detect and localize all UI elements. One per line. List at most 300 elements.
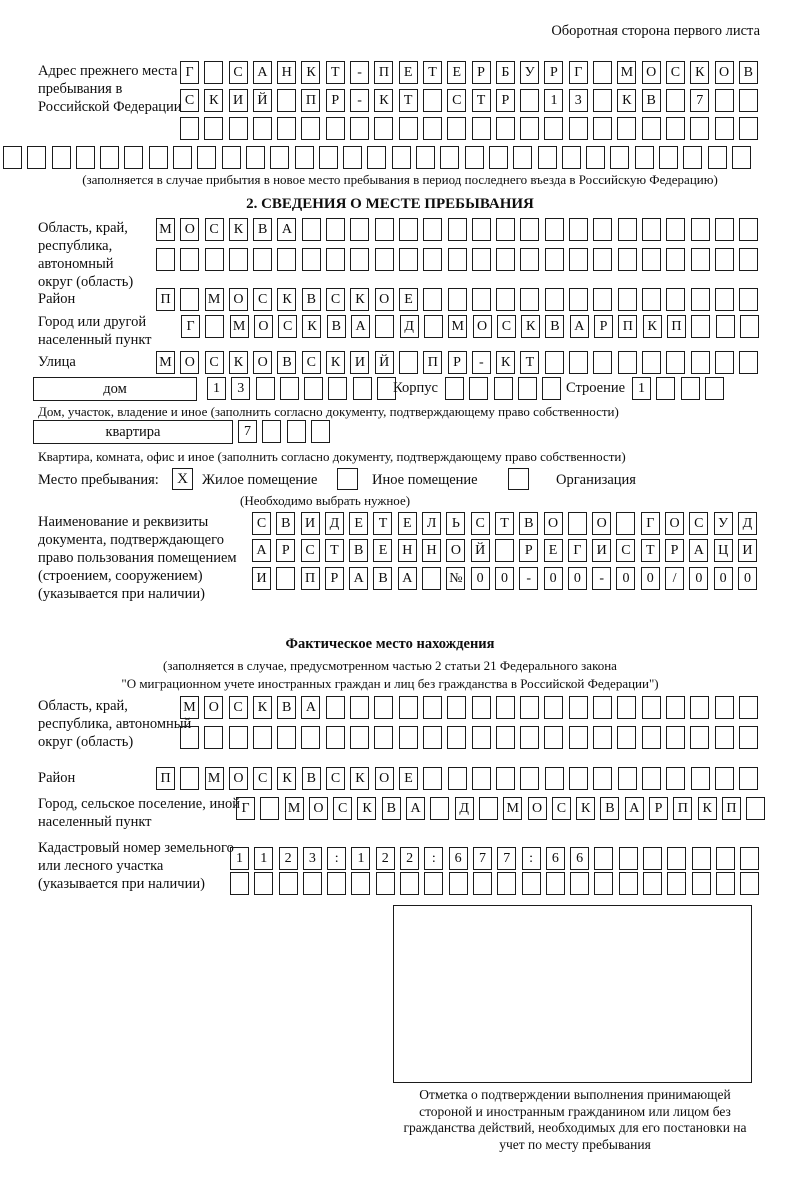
char-cell[interactable] (416, 146, 435, 169)
char-cell[interactable]: С (180, 89, 199, 112)
actual-region-row-2[interactable] (180, 726, 758, 749)
char-cell[interactable] (666, 767, 685, 790)
char-cell[interactable]: К (576, 797, 595, 820)
char-cell[interactable] (3, 146, 22, 169)
char-cell[interactable] (708, 146, 727, 169)
char-cell[interactable]: О (309, 797, 328, 820)
char-cell[interactable] (681, 377, 700, 400)
char-cell[interactable]: К (350, 288, 369, 311)
char-cell[interactable]: 3 (569, 89, 588, 112)
char-cell[interactable] (447, 117, 466, 140)
char-cell[interactable] (691, 351, 710, 374)
char-cell[interactable] (715, 726, 734, 749)
char-cell[interactable] (618, 288, 637, 311)
char-cell[interactable] (545, 351, 564, 374)
char-cell[interactable] (76, 146, 95, 169)
char-cell[interactable] (617, 726, 636, 749)
char-cell[interactable] (469, 377, 488, 400)
char-cell[interactable]: У (520, 61, 539, 84)
char-cell[interactable] (262, 420, 281, 443)
char-cell[interactable]: Л (422, 512, 441, 535)
char-cell[interactable] (399, 248, 418, 271)
char-cell[interactable] (594, 872, 613, 895)
char-cell[interactable] (544, 726, 563, 749)
char-cell[interactable] (593, 218, 612, 241)
char-cell[interactable]: Д (455, 797, 474, 820)
char-cell[interactable]: О (254, 315, 273, 338)
char-cell[interactable]: К (698, 797, 717, 820)
char-cell[interactable]: В (519, 512, 538, 535)
char-cell[interactable] (302, 218, 321, 241)
char-cell[interactable] (739, 696, 758, 719)
char-cell[interactable] (375, 315, 394, 338)
char-cell[interactable] (399, 351, 418, 374)
char-cell[interactable] (100, 146, 119, 169)
char-cell[interactable]: 0 (689, 567, 708, 590)
char-cell[interactable] (392, 146, 411, 169)
char-cell[interactable] (593, 351, 612, 374)
char-cell[interactable]: М (617, 61, 636, 84)
char-cell[interactable] (295, 146, 314, 169)
char-cell[interactable] (666, 288, 685, 311)
char-cell[interactable] (740, 847, 759, 870)
char-cell[interactable] (423, 248, 442, 271)
char-cell[interactable] (739, 89, 758, 112)
char-cell[interactable] (424, 872, 443, 895)
char-cell[interactable] (617, 117, 636, 140)
char-cell[interactable] (472, 117, 491, 140)
char-cell[interactable] (375, 218, 394, 241)
char-cell[interactable]: М (230, 315, 249, 338)
char-cell[interactable] (326, 218, 345, 241)
char-cell[interactable]: Ь (446, 512, 465, 535)
char-cell[interactable]: О (473, 315, 492, 338)
char-cell[interactable] (715, 89, 734, 112)
char-cell[interactable] (319, 146, 338, 169)
other-premises-checkbox[interactable] (337, 468, 358, 490)
char-cell[interactable] (715, 288, 734, 311)
char-cell[interactable] (253, 726, 272, 749)
char-cell[interactable]: № (446, 567, 465, 590)
char-cell[interactable]: Г (236, 797, 255, 820)
char-cell[interactable] (715, 351, 734, 374)
char-cell[interactable] (180, 288, 199, 311)
char-cell[interactable]: 0 (471, 567, 490, 590)
char-cell[interactable] (350, 696, 369, 719)
char-cell[interactable] (327, 872, 346, 895)
char-cell[interactable]: О (665, 512, 684, 535)
char-cell[interactable]: Й (471, 539, 490, 562)
char-cell[interactable] (666, 351, 685, 374)
char-cell[interactable]: : (424, 847, 443, 870)
char-cell[interactable]: Т (373, 512, 392, 535)
char-cell[interactable] (246, 146, 265, 169)
char-cell[interactable]: А (351, 315, 370, 338)
char-cell[interactable]: 1 (230, 847, 249, 870)
char-cell[interactable] (423, 218, 442, 241)
char-cell[interactable] (593, 117, 612, 140)
char-cell[interactable] (326, 248, 345, 271)
char-cell[interactable] (279, 872, 298, 895)
char-cell[interactable] (618, 218, 637, 241)
char-cell[interactable] (715, 696, 734, 719)
char-cell[interactable]: К (374, 89, 393, 112)
char-cell[interactable]: Н (398, 539, 417, 562)
char-cell[interactable] (739, 767, 758, 790)
char-cell[interactable] (569, 288, 588, 311)
actual-district-row[interactable] (156, 767, 758, 790)
char-cell[interactable]: - (350, 61, 369, 84)
char-cell[interactable] (496, 696, 515, 719)
char-cell[interactable]: Р (325, 567, 344, 590)
prev-address-row-2[interactable] (180, 89, 758, 112)
char-cell[interactable]: С (326, 288, 345, 311)
char-cell[interactable]: Ц (714, 539, 733, 562)
char-cell[interactable] (522, 872, 541, 895)
char-cell[interactable] (643, 872, 662, 895)
char-cell[interactable]: М (285, 797, 304, 820)
char-cell[interactable]: С (253, 288, 272, 311)
char-cell[interactable] (496, 726, 515, 749)
char-cell[interactable] (690, 117, 709, 140)
char-cell[interactable] (496, 117, 515, 140)
char-cell[interactable] (569, 248, 588, 271)
char-cell[interactable]: 0 (495, 567, 514, 590)
char-cell[interactable] (447, 726, 466, 749)
char-cell[interactable] (618, 767, 637, 790)
char-cell[interactable] (513, 146, 532, 169)
char-cell[interactable] (570, 872, 589, 895)
char-cell[interactable] (520, 767, 539, 790)
char-cell[interactable] (739, 117, 758, 140)
char-cell[interactable] (230, 872, 249, 895)
char-cell[interactable] (353, 377, 372, 400)
char-cell[interactable]: С (471, 512, 490, 535)
char-cell[interactable] (326, 117, 345, 140)
char-cell[interactable] (472, 218, 491, 241)
char-cell[interactable] (472, 248, 491, 271)
char-cell[interactable]: 0 (641, 567, 660, 590)
char-cell[interactable] (27, 146, 46, 169)
char-cell[interactable]: О (229, 767, 248, 790)
char-cell[interactable] (494, 377, 513, 400)
cadastral-row-2[interactable] (230, 872, 759, 895)
char-cell[interactable] (472, 288, 491, 311)
char-cell[interactable] (569, 218, 588, 241)
char-cell[interactable]: 6 (570, 847, 589, 870)
char-cell[interactable]: К (521, 315, 540, 338)
char-cell[interactable]: К (229, 218, 248, 241)
char-cell[interactable] (399, 117, 418, 140)
char-cell[interactable]: К (302, 315, 321, 338)
char-cell[interactable]: Е (349, 512, 368, 535)
char-cell[interactable]: Е (544, 539, 563, 562)
char-cell[interactable] (520, 726, 539, 749)
char-cell[interactable] (546, 872, 565, 895)
char-cell[interactable]: Р (448, 351, 467, 374)
char-cell[interactable] (311, 420, 330, 443)
char-cell[interactable]: В (302, 767, 321, 790)
char-cell[interactable] (520, 288, 539, 311)
char-cell[interactable] (562, 146, 581, 169)
char-cell[interactable] (691, 248, 710, 271)
char-cell[interactable] (690, 726, 709, 749)
char-cell[interactable]: Т (325, 539, 344, 562)
char-cell[interactable]: О (204, 696, 223, 719)
char-cell[interactable]: Т (520, 351, 539, 374)
char-cell[interactable]: О (715, 61, 734, 84)
char-cell[interactable] (691, 767, 710, 790)
char-cell[interactable] (642, 696, 661, 719)
char-cell[interactable]: 7 (473, 847, 492, 870)
apartment-type-box[interactable]: квартира (33, 420, 233, 444)
char-cell[interactable] (424, 315, 443, 338)
char-cell[interactable] (659, 146, 678, 169)
char-cell[interactable] (586, 146, 605, 169)
char-cell[interactable] (746, 797, 765, 820)
char-cell[interactable] (593, 696, 612, 719)
char-cell[interactable] (666, 89, 685, 112)
char-cell[interactable] (593, 726, 612, 749)
char-cell[interactable]: М (180, 696, 199, 719)
char-cell[interactable]: : (327, 847, 346, 870)
char-cell[interactable] (716, 315, 735, 338)
char-cell[interactable] (545, 248, 564, 271)
char-cell[interactable] (204, 117, 223, 140)
char-cell[interactable] (667, 872, 686, 895)
char-cell[interactable]: С (552, 797, 571, 820)
char-cell[interactable] (440, 146, 459, 169)
char-cell[interactable] (367, 146, 386, 169)
char-cell[interactable]: - (350, 89, 369, 112)
char-cell[interactable]: С (301, 539, 320, 562)
char-cell[interactable] (618, 248, 637, 271)
char-cell[interactable]: Г (568, 539, 587, 562)
char-cell[interactable]: А (301, 696, 320, 719)
actual-city-row[interactable] (236, 797, 765, 820)
char-cell[interactable]: С (447, 89, 466, 112)
char-cell[interactable]: Й (375, 351, 394, 374)
char-cell[interactable] (616, 512, 635, 535)
char-cell[interactable] (642, 726, 661, 749)
char-cell[interactable]: М (205, 288, 224, 311)
char-cell[interactable]: К (277, 288, 296, 311)
char-cell[interactable]: С (253, 767, 272, 790)
char-cell[interactable]: 3 (231, 377, 250, 400)
char-cell[interactable]: Е (373, 539, 392, 562)
char-cell[interactable]: С (497, 315, 516, 338)
document-row-3[interactable] (252, 567, 757, 590)
char-cell[interactable]: А (252, 539, 271, 562)
stroenie-row[interactable] (632, 377, 724, 400)
char-cell[interactable] (180, 117, 199, 140)
char-cell[interactable]: В (277, 351, 296, 374)
char-cell[interactable]: О (229, 288, 248, 311)
char-cell[interactable]: И (350, 351, 369, 374)
char-cell[interactable] (666, 696, 685, 719)
char-cell[interactable]: К (496, 351, 515, 374)
char-cell[interactable] (739, 726, 758, 749)
char-cell[interactable] (715, 218, 734, 241)
char-cell[interactable] (642, 288, 661, 311)
char-cell[interactable]: П (722, 797, 741, 820)
char-cell[interactable]: Р (544, 61, 563, 84)
char-cell[interactable]: А (406, 797, 425, 820)
char-cell[interactable]: В (327, 315, 346, 338)
char-cell[interactable]: В (349, 539, 368, 562)
char-cell[interactable]: И (301, 512, 320, 535)
char-cell[interactable] (542, 377, 561, 400)
char-cell[interactable]: С (326, 767, 345, 790)
char-cell[interactable] (448, 218, 467, 241)
char-cell[interactable]: И (252, 567, 271, 590)
char-cell[interactable] (423, 89, 442, 112)
char-cell[interactable] (495, 539, 514, 562)
char-cell[interactable] (302, 248, 321, 271)
char-cell[interactable]: И (738, 539, 757, 562)
char-cell[interactable] (301, 726, 320, 749)
char-cell[interactable] (472, 726, 491, 749)
char-cell[interactable] (277, 89, 296, 112)
char-cell[interactable]: Г (180, 61, 199, 84)
char-cell[interactable]: С (302, 351, 321, 374)
char-cell[interactable] (642, 218, 661, 241)
char-cell[interactable] (430, 797, 449, 820)
char-cell[interactable] (705, 377, 724, 400)
char-cell[interactable]: С (689, 512, 708, 535)
korpus-row[interactable] (445, 377, 561, 400)
char-cell[interactable] (569, 351, 588, 374)
region-row-2[interactable] (156, 248, 758, 271)
char-cell[interactable] (52, 146, 71, 169)
char-cell[interactable]: К (326, 351, 345, 374)
char-cell[interactable]: 0 (714, 567, 733, 590)
char-cell[interactable] (683, 146, 702, 169)
char-cell[interactable]: В (382, 797, 401, 820)
char-cell[interactable]: Е (447, 61, 466, 84)
char-cell[interactable] (351, 872, 370, 895)
char-cell[interactable] (350, 248, 369, 271)
char-cell[interactable]: М (156, 218, 175, 241)
char-cell[interactable]: П (667, 315, 686, 338)
char-cell[interactable]: А (625, 797, 644, 820)
char-cell[interactable] (642, 767, 661, 790)
char-cell[interactable] (642, 351, 661, 374)
char-cell[interactable]: К (643, 315, 662, 338)
char-cell[interactable]: Е (398, 512, 417, 535)
char-cell[interactable] (740, 872, 759, 895)
char-cell[interactable]: С (252, 512, 271, 535)
char-cell[interactable]: П (156, 767, 175, 790)
char-cell[interactable] (619, 872, 638, 895)
char-cell[interactable] (374, 726, 393, 749)
char-cell[interactable] (374, 696, 393, 719)
char-cell[interactable]: Е (399, 288, 418, 311)
char-cell[interactable] (716, 872, 735, 895)
house-type-box[interactable]: дом (33, 377, 197, 401)
char-cell[interactable]: Й (253, 89, 272, 112)
char-cell[interactable] (496, 767, 515, 790)
char-cell[interactable] (739, 218, 758, 241)
char-cell[interactable] (520, 696, 539, 719)
char-cell[interactable]: С (229, 696, 248, 719)
char-cell[interactable]: 2 (279, 847, 298, 870)
residential-checkbox[interactable]: X (172, 468, 193, 490)
char-cell[interactable] (270, 146, 289, 169)
char-cell[interactable]: П (301, 89, 320, 112)
char-cell[interactable]: К (253, 696, 272, 719)
char-cell[interactable]: Д (325, 512, 344, 535)
char-cell[interactable] (449, 872, 468, 895)
char-cell[interactable]: Р (472, 61, 491, 84)
char-cell[interactable] (642, 117, 661, 140)
char-cell[interactable] (399, 696, 418, 719)
char-cell[interactable]: М (205, 767, 224, 790)
char-cell[interactable] (229, 117, 248, 140)
char-cell[interactable]: С (229, 61, 248, 84)
char-cell[interactable] (277, 726, 296, 749)
char-cell[interactable] (691, 288, 710, 311)
char-cell[interactable]: Р (326, 89, 345, 112)
char-cell[interactable] (715, 248, 734, 271)
char-cell[interactable] (544, 117, 563, 140)
char-cell[interactable]: Б (496, 61, 515, 84)
char-cell[interactable] (610, 146, 629, 169)
char-cell[interactable]: О (642, 61, 661, 84)
char-cell[interactable]: К (350, 767, 369, 790)
char-cell[interactable]: О (180, 351, 199, 374)
char-cell[interactable] (277, 248, 296, 271)
char-cell[interactable]: У (714, 512, 733, 535)
char-cell[interactable]: С (205, 351, 224, 374)
char-cell[interactable] (205, 315, 224, 338)
char-cell[interactable]: И (229, 89, 248, 112)
char-cell[interactable] (445, 377, 464, 400)
char-cell[interactable] (423, 767, 442, 790)
char-cell[interactable] (422, 567, 441, 590)
char-cell[interactable] (593, 248, 612, 271)
char-cell[interactable] (666, 117, 685, 140)
char-cell[interactable]: 2 (376, 847, 395, 870)
char-cell[interactable] (204, 726, 223, 749)
char-cell[interactable] (277, 117, 296, 140)
char-cell[interactable] (229, 726, 248, 749)
char-cell[interactable] (520, 117, 539, 140)
char-cell[interactable]: П (423, 351, 442, 374)
char-cell[interactable]: : (522, 847, 541, 870)
char-cell[interactable] (326, 696, 345, 719)
char-cell[interactable]: Г (641, 512, 660, 535)
char-cell[interactable]: 1 (254, 847, 273, 870)
char-cell[interactable] (254, 872, 273, 895)
char-cell[interactable]: Н (277, 61, 296, 84)
char-cell[interactable]: С (616, 539, 635, 562)
char-cell[interactable] (518, 377, 537, 400)
char-cell[interactable] (489, 146, 508, 169)
char-cell[interactable] (156, 248, 175, 271)
char-cell[interactable] (593, 767, 612, 790)
char-cell[interactable]: О (375, 288, 394, 311)
char-cell[interactable]: Р (519, 539, 538, 562)
prev-address-row-1[interactable] (180, 61, 758, 84)
char-cell[interactable]: - (592, 567, 611, 590)
char-cell[interactable]: 0 (544, 567, 563, 590)
char-cell[interactable]: И (592, 539, 611, 562)
char-cell[interactable] (635, 146, 654, 169)
char-cell[interactable] (569, 117, 588, 140)
char-cell[interactable] (593, 288, 612, 311)
char-cell[interactable] (666, 726, 685, 749)
